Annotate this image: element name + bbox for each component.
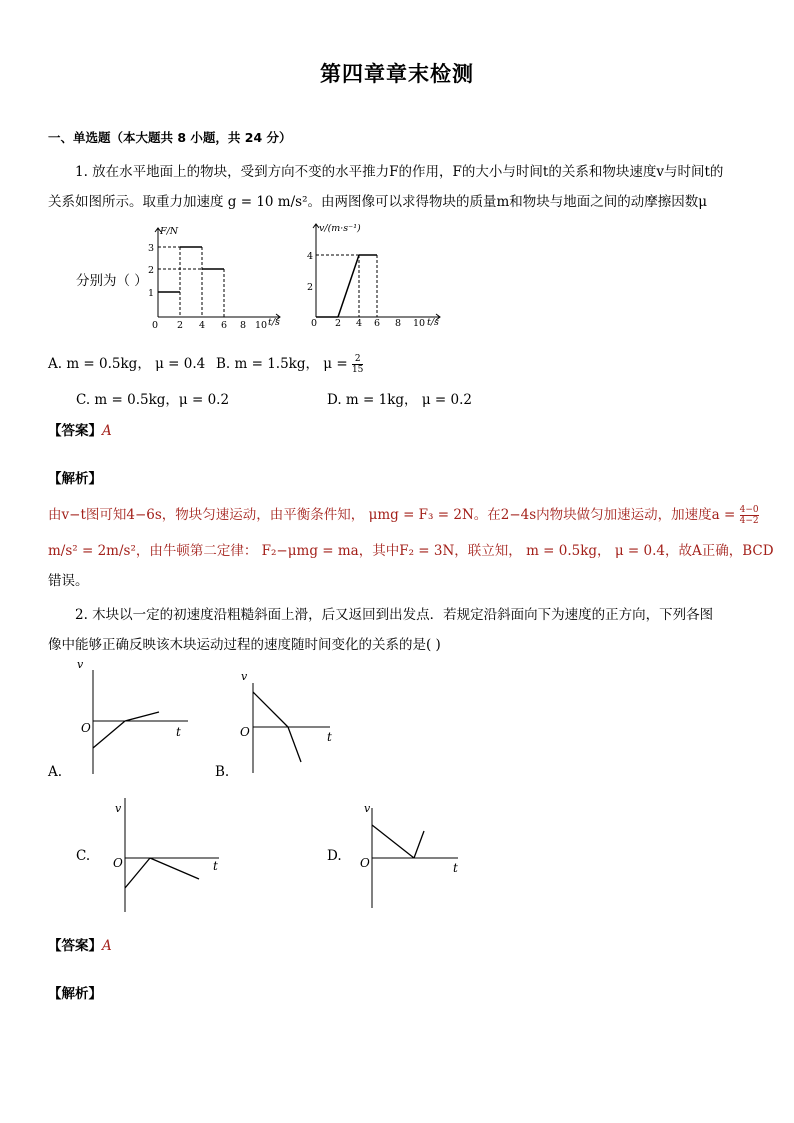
q1-line3: 分别为（ ） bbox=[76, 273, 148, 289]
axis-t-label: t bbox=[176, 725, 181, 739]
origin-label: O bbox=[360, 856, 370, 870]
q1-option-d: D. m = 1kg， μ = 0.2 bbox=[327, 392, 472, 408]
q2-line1: 2. 木块以一定的初速度沿粗糙斜面上滑，后又返回到出发点．若规定沿斜面向下为速度的正方向，下列各图 bbox=[75, 607, 714, 623]
q2-graph-d bbox=[358, 796, 468, 912]
q2-answer: 【答案】A bbox=[48, 938, 112, 954]
axis-v-label: v bbox=[115, 802, 122, 815]
dashed-guides bbox=[158, 247, 224, 317]
section-heading: 一、单选题（本大题共 8 小题，共 24 分） bbox=[48, 130, 292, 145]
axis-t-label: t bbox=[213, 859, 218, 873]
q1-line1: 1. 放在水平地面上的物块，受到方向不变的水平推力F的作用，F的大小与时间t的关系和物块速度v与时间t的 bbox=[75, 164, 724, 180]
f-ytick: 1 bbox=[148, 288, 155, 299]
velocity-ramp bbox=[338, 255, 359, 317]
v-ytick: 2 bbox=[307, 282, 314, 293]
v-xtick: 0 bbox=[311, 318, 318, 329]
f-xtick: 6 bbox=[221, 320, 228, 330]
v-graph-ylabel: v/(m·s⁻¹) bbox=[319, 223, 361, 234]
q2-option-a-label: A. bbox=[48, 764, 63, 780]
f-xtick: 8 bbox=[240, 320, 247, 330]
origin-label: O bbox=[81, 721, 91, 735]
v-xtick: 10 bbox=[413, 318, 426, 329]
v-xtick: 8 bbox=[395, 318, 402, 329]
q2-graph-a bbox=[60, 658, 200, 778]
v-xtick: 6 bbox=[374, 318, 381, 329]
f-xtick: 10 bbox=[255, 320, 268, 330]
q2-analysis-label: 【解析】 bbox=[48, 986, 102, 1002]
q2-graph-b bbox=[226, 668, 346, 778]
q2-line2: 像中能够正确反映该木块运动过程的速度随时间变化的关系的是( ) bbox=[48, 637, 441, 653]
f-graph-ylabel: F/N bbox=[160, 226, 179, 237]
axis-t-label: t bbox=[453, 861, 458, 875]
q1-option-a: A. m = 0.5kg， μ = 0.4 bbox=[48, 356, 206, 372]
q2-option-c-label: C. bbox=[76, 848, 91, 864]
axis-v-label: v bbox=[241, 670, 248, 683]
q1-answer: 【答案】A bbox=[48, 423, 112, 439]
f-xtick: 4 bbox=[199, 320, 206, 330]
origin-label: O bbox=[240, 725, 250, 739]
origin-label: O bbox=[113, 856, 123, 870]
v-xtick: 2 bbox=[335, 318, 342, 329]
q2-option-b-label: B. bbox=[215, 764, 230, 780]
f-xtick: 0 bbox=[152, 320, 159, 330]
q1-option-b: B. m = 1.5kg， μ = $\frac{2}{15}$ bbox=[216, 354, 364, 375]
q1-option-c: C. m = 0.5kg，μ = 0.2 bbox=[76, 392, 230, 408]
q1-analysis-label: 【解析】 bbox=[48, 471, 102, 487]
q1-velocity-time-graph bbox=[305, 218, 455, 330]
axis-v-label: v bbox=[77, 658, 84, 671]
v-graph-xlabel: t/s bbox=[427, 317, 439, 328]
f-ytick: 3 bbox=[148, 243, 155, 254]
axis-v-label: v bbox=[364, 802, 371, 815]
q1-analysis-line1: 由v−t图可知4−6s，物块匀速运动，由平衡条件知， μmg = F₃ = 2N。在2−4s内物块做匀加速运动，加速度a = $\frac{4-0}{4-2}$ bbox=[48, 505, 759, 526]
dashed-guides bbox=[316, 255, 377, 317]
q1-analysis-line2: m/s² = 2m/s²，由牛顿第二定律： F₂−μmg = ma，其中F₂ = 3N，联立知， m = 0.5kg， μ = 0.4，故A正确，BCD bbox=[48, 543, 774, 559]
page-title: 第四章章末检测 bbox=[320, 62, 474, 86]
q1-analysis-line3: 错误。 bbox=[48, 573, 89, 589]
v-ytick: 4 bbox=[307, 251, 314, 262]
q2-graph-c bbox=[108, 790, 228, 916]
f-graph-xlabel: t/s bbox=[268, 317, 280, 328]
f-ytick: 2 bbox=[148, 265, 155, 276]
f-xtick: 2 bbox=[177, 320, 184, 330]
q1-line2: 关系如图所示。取重力加速度 g = 10 m/s²。由两图像可以求得物块的质量m和物块与地面之间的动摩擦因数μ bbox=[48, 194, 708, 210]
q2-option-d-label: D. bbox=[327, 848, 342, 864]
q1-force-time-graph bbox=[140, 222, 290, 330]
v-xtick: 4 bbox=[356, 318, 363, 329]
axis-t-label: t bbox=[327, 730, 332, 744]
